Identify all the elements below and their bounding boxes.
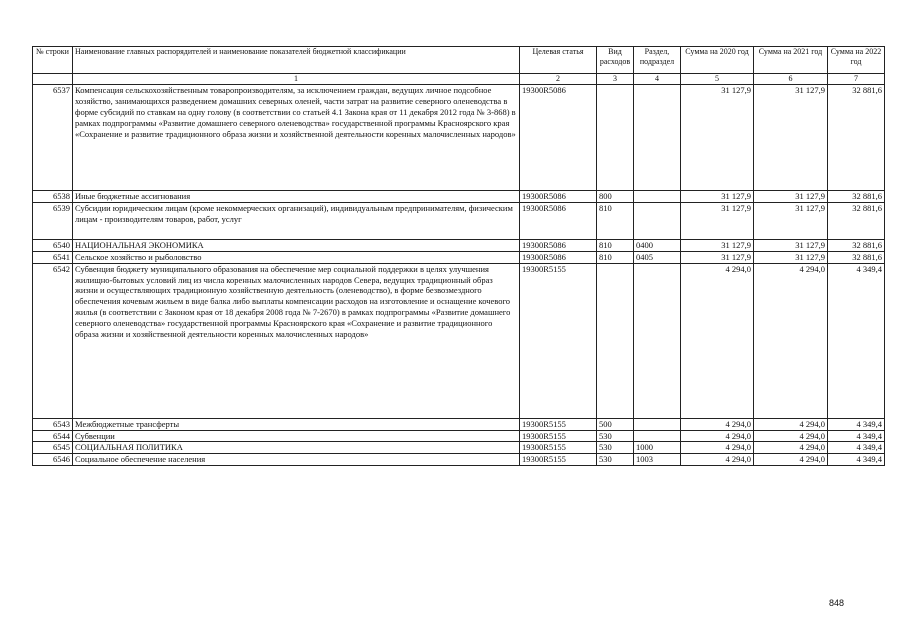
page-number: 848	[829, 598, 845, 608]
target-article: 19300R5086	[520, 191, 597, 203]
table-row	[33, 263, 885, 418]
table-row	[33, 454, 885, 466]
expense-type: 810	[597, 202, 634, 239]
sum-2020: 31 127,9	[681, 239, 754, 251]
header-row	[33, 47, 885, 74]
sum-2022: 4 349,4	[828, 454, 885, 466]
column-number: 4	[634, 74, 681, 85]
column-number: 5	[681, 74, 754, 85]
target-article: 19300R5155	[520, 263, 597, 418]
sum-2022: 4 349,4	[828, 430, 885, 442]
sum-2022: 32 881,6	[828, 251, 885, 263]
row-number: 6544	[33, 430, 73, 442]
target-article: 19300R5086	[520, 251, 597, 263]
target-article: 19300R5086	[520, 85, 597, 191]
sum-2022: 32 881,6	[828, 191, 885, 203]
row-number: 6543	[33, 418, 73, 430]
row-name: НАЦИОНАЛЬНАЯ ЭКОНОМИКА	[73, 239, 520, 251]
expense-type: 500	[597, 418, 634, 430]
table-row	[33, 251, 885, 263]
target-article: 19300R5155	[520, 454, 597, 466]
sum-2021: 4 294,0	[754, 430, 828, 442]
row-number: 6539	[33, 202, 73, 239]
column-number-row	[33, 74, 885, 85]
expense-type: 530	[597, 454, 634, 466]
row-name: Субвенция бюджету муниципального образования на обеспечение мер социальной поддержки в целях улучшения жилищно-бытовых условий лиц из числа коренных малочисленных народов Севера, ведущих традиционный образ жизни и осуществляющих традиционную хозяйственную деятельность (оленеводство), в форме безвозмездного обеспечения кочевым жильем в виде балка либо выплаты компенсации расходов на изготовление и оснащение кочевого жилья (в соответствии с Законом края от 18 декабря 2008 года № 7-2670) в рамках подпрограммы «Развитие домашнего северного оленеводства» государственной программы Красноярского края «Сохранение и развитие традиционного образа жизни и хозяйственной деятельности коренных малочисленных народов»	[73, 263, 520, 418]
budget-table	[32, 46, 885, 466]
table-row	[33, 239, 885, 251]
header-row-number: № строки	[33, 47, 73, 74]
header-name: Наименование главных распорядителей и наименование показателей бюджетной классификации	[73, 47, 520, 74]
column-number: 6	[754, 74, 828, 85]
expense-type: 530	[597, 430, 634, 442]
section-code: 1003	[634, 454, 681, 466]
row-name: Межбюджетные трансферты	[73, 418, 520, 430]
row-name: Социальное обеспечение населения	[73, 454, 520, 466]
target-article: 19300R5086	[520, 202, 597, 239]
expense-type: 810	[597, 251, 634, 263]
row-name: СОЦИАЛЬНАЯ ПОЛИТИКА	[73, 442, 520, 454]
sum-2020: 31 127,9	[681, 85, 754, 191]
sum-2021: 31 127,9	[754, 191, 828, 203]
section-code: 0405	[634, 251, 681, 263]
expense-type	[597, 85, 634, 191]
row-number: 6537	[33, 85, 73, 191]
expense-type: 530	[597, 442, 634, 454]
row-name: Сельское хозяйство и рыболовство	[73, 251, 520, 263]
sum-2021: 4 294,0	[754, 454, 828, 466]
sum-2020: 4 294,0	[681, 430, 754, 442]
table-row	[33, 202, 885, 239]
header-sum-2021: Сумма на 2021 год	[754, 47, 828, 74]
row-name: Компенсация сельскохозяйственным товаропроизводителям, за исключением граждан, ведущих личное подсобное хозяйство, занимающихся разведением домашних северных оленей, части затрат на развитие северного оленеводства в форме субсидий по ставкам на одну голову (в соответствии со статьей 4.1 Закона края от 11 декабря 2012 года № 3-868) в рамках подпрограммы «Развитие домашнего северного оленеводства» государственной программы Красноярского края «Сохранение и развитие традиционного образа жизни и хозяйственной деятельности коренных малочисленных народов»	[73, 85, 520, 191]
section-code	[634, 418, 681, 430]
target-article: 19300R5155	[520, 442, 597, 454]
sum-2022: 32 881,6	[828, 85, 885, 191]
row-number: 6542	[33, 263, 73, 418]
section-code	[634, 85, 681, 191]
sum-2021: 31 127,9	[754, 239, 828, 251]
row-number: 6541	[33, 251, 73, 263]
row-number: 6538	[33, 191, 73, 203]
section-code	[634, 202, 681, 239]
sum-2020: 31 127,9	[681, 202, 754, 239]
table-row	[33, 430, 885, 442]
header-sum-2022: Сумма на 2022 год	[828, 47, 885, 74]
table-row	[33, 191, 885, 203]
header-target-article: Целевая статья	[520, 47, 597, 74]
section-code: 1000	[634, 442, 681, 454]
target-article: 19300R5155	[520, 418, 597, 430]
sum-2021: 4 294,0	[754, 263, 828, 418]
sum-2020: 31 127,9	[681, 191, 754, 203]
expense-type: 800	[597, 191, 634, 203]
header-expense-type: Вид расходов	[597, 47, 634, 74]
sum-2021: 4 294,0	[754, 442, 828, 454]
sum-2020: 4 294,0	[681, 442, 754, 454]
row-number: 6546	[33, 454, 73, 466]
sum-2022: 4 349,4	[828, 442, 885, 454]
target-article: 19300R5155	[520, 430, 597, 442]
sum-2020: 31 127,9	[681, 251, 754, 263]
sum-2022: 32 881,6	[828, 239, 885, 251]
sum-2021: 31 127,9	[754, 85, 828, 191]
sum-2021: 31 127,9	[754, 202, 828, 239]
section-code	[634, 191, 681, 203]
table-row	[33, 442, 885, 454]
row-number: 6545	[33, 442, 73, 454]
sum-2022: 4 349,4	[828, 263, 885, 418]
row-name: Иные бюджетные ассигнования	[73, 191, 520, 203]
section-code	[634, 263, 681, 418]
table-row	[33, 418, 885, 430]
expense-type: 810	[597, 239, 634, 251]
column-number: 3	[597, 74, 634, 85]
sum-2020: 4 294,0	[681, 454, 754, 466]
header-sum-2020: Сумма на 2020 год	[681, 47, 754, 74]
sum-2021: 31 127,9	[754, 251, 828, 263]
target-article: 19300R5086	[520, 239, 597, 251]
sum-2021: 4 294,0	[754, 418, 828, 430]
sum-2020: 4 294,0	[681, 263, 754, 418]
sum-2022: 4 349,4	[828, 418, 885, 430]
sum-2022: 32 881,6	[828, 202, 885, 239]
header-section: Раздел, подраздел	[634, 47, 681, 74]
section-code	[634, 430, 681, 442]
expense-type	[597, 263, 634, 418]
row-number: 6540	[33, 239, 73, 251]
column-number-empty	[33, 74, 73, 85]
row-name: Субсидии юридическим лицам (кроме некоммерческих организаций), индивидуальным предпринимателям, физическим лицам - производителям товаров, работ, услуг	[73, 202, 520, 239]
row-name: Субвенции	[73, 430, 520, 442]
column-number: 1	[73, 74, 520, 85]
column-number: 7	[828, 74, 885, 85]
table-row	[33, 85, 885, 191]
section-code: 0400	[634, 239, 681, 251]
sum-2020: 4 294,0	[681, 418, 754, 430]
column-number: 2	[520, 74, 597, 85]
